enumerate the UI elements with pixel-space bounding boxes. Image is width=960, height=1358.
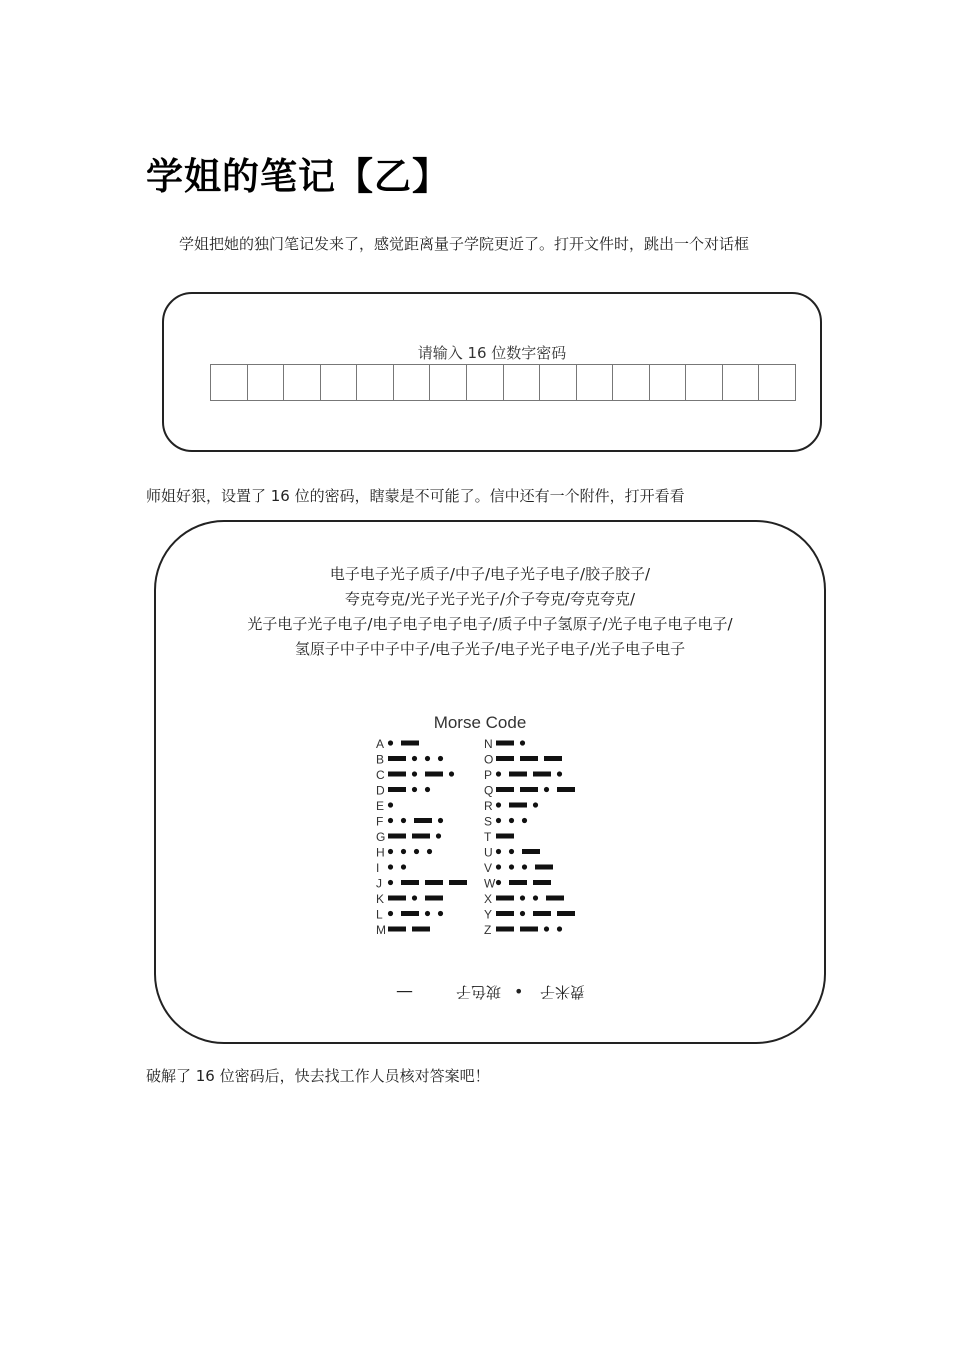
morse-dot (401, 818, 406, 823)
morse-letter: L (376, 907, 383, 922)
closing-paragraph: 破解了 16 位密码后，快去找工作人员核对答案吧！ (146, 1067, 490, 1085)
password-digit-cell[interactable] (467, 365, 504, 400)
morse-dot (509, 864, 514, 869)
dot-legend-icon: • (514, 982, 524, 1001)
password-digit-cell[interactable] (723, 365, 760, 400)
morse-dash (425, 772, 443, 777)
morse-dot (388, 880, 393, 885)
morse-dash (546, 896, 564, 901)
morse-dot (412, 771, 417, 776)
dot-legend-label: 费米子 (540, 983, 586, 1001)
morse-dash (509, 880, 527, 885)
morse-letter: G (376, 830, 386, 844)
morse-dot (436, 833, 441, 838)
morse-dot (449, 771, 454, 776)
morse-title: Morse Code (433, 713, 527, 732)
morse-letter: J (376, 876, 382, 891)
morse-letter: I (376, 861, 380, 875)
morse-letter: Z (484, 923, 492, 937)
morse-dash (425, 880, 443, 885)
morse-dot (388, 849, 393, 854)
morse-dash (496, 787, 514, 792)
morse-dash (533, 880, 551, 885)
morse-dash (496, 756, 514, 761)
password-digit-cell[interactable] (540, 365, 577, 400)
morse-dash (401, 880, 419, 885)
cipher-line: 光子电子光子电子/电子电子电子电子/质子中子氢原子/光子电子电子电子/ (247, 615, 733, 633)
morse-dash (522, 849, 540, 854)
morse-dot (533, 802, 538, 807)
morse-dot (427, 849, 432, 854)
morse-dash (520, 787, 538, 792)
morse-dash (557, 787, 575, 792)
password-dialog (162, 292, 822, 452)
morse-letter: O (484, 752, 494, 767)
morse-dash (535, 865, 553, 870)
morse-dash (520, 927, 538, 932)
cipher-line: 夸克夸克/光子光子光子/介子夸克/夸克夸克/ (344, 590, 636, 608)
morse-dot (388, 911, 393, 916)
morse-letter: T (484, 830, 492, 844)
morse-letter: E (376, 799, 385, 813)
morse-dash (533, 911, 551, 916)
password-digit-cell[interactable] (394, 365, 431, 400)
morse-letter: N (484, 737, 493, 751)
morse-dot (438, 911, 443, 916)
morse-letter: H (376, 845, 385, 860)
page-title: 学姐的笔记【乙】 (146, 155, 450, 198)
morse-letter: R (484, 799, 493, 813)
morse-dash (388, 896, 406, 901)
password-digit-cell[interactable] (650, 365, 687, 400)
morse-dot (388, 864, 393, 869)
morse-dot (388, 802, 393, 807)
morse-dot (520, 895, 525, 900)
morse-dot (412, 787, 417, 792)
morse-dash (388, 772, 406, 777)
morse-dash (388, 787, 406, 792)
cipher-line: 氢原子中子中子中子/电子光子/电子光子电子/光子电子电子 (294, 640, 686, 658)
cipher-line: 电子电子光子质子/中子/电子光子电子/胶子胶子/ (329, 565, 651, 583)
morse-dot (544, 787, 549, 792)
morse-letter: P (484, 768, 493, 782)
morse-dash (496, 896, 514, 901)
morse-letter: U (484, 845, 493, 860)
morse-dash (557, 911, 575, 916)
morse-dot (414, 849, 419, 854)
dash-legend-icon: — (396, 982, 413, 1002)
dash-legend-label: 玻色子 (456, 983, 502, 1001)
morse-dot (412, 895, 417, 900)
morse-dot (438, 818, 443, 823)
password-digit-cell[interactable] (577, 365, 614, 400)
morse-dot (425, 756, 430, 761)
password-digit-cell[interactable] (321, 365, 358, 400)
morse-dash (388, 834, 406, 839)
morse-dot (557, 926, 562, 931)
morse-dash (509, 803, 527, 808)
morse-dash (425, 896, 443, 901)
morse-dot (544, 926, 549, 931)
morse-dash (449, 880, 467, 885)
morse-code-chart (156, 522, 824, 1042)
password-digit-cell[interactable] (430, 365, 467, 400)
morse-dot (496, 818, 501, 823)
morse-dash (414, 818, 432, 823)
morse-dot (520, 911, 525, 916)
morse-dash (496, 911, 514, 916)
morse-letter: A (376, 737, 385, 751)
password-digit-cell[interactable] (759, 365, 795, 400)
morse-dot (496, 864, 501, 869)
morse-letter: X (484, 892, 493, 906)
morse-dash (509, 772, 527, 777)
morse-dot (425, 787, 430, 792)
morse-dash (412, 834, 430, 839)
morse-letter: Y (484, 907, 493, 922)
morse-dot (509, 818, 514, 823)
password-digit-cell[interactable] (504, 365, 541, 400)
morse-letter: S (484, 814, 493, 829)
morse-letter: F (376, 814, 384, 829)
morse-dash (520, 756, 538, 761)
morse-dash (388, 927, 406, 932)
morse-dot (509, 849, 514, 854)
morse-dot (522, 818, 527, 823)
morse-dot (496, 880, 501, 885)
password-prompt: 请输入 16 位数字密码 (417, 344, 567, 362)
password-digit-cell[interactable] (686, 365, 723, 400)
morse-letter: B (376, 752, 385, 767)
morse-dot (533, 895, 538, 900)
morse-dot (388, 740, 393, 745)
morse-dot (401, 849, 406, 854)
password-digit-cell[interactable] (211, 365, 248, 400)
password-digit-cell[interactable] (613, 365, 650, 400)
morse-dot (522, 864, 527, 869)
password-digit-cell[interactable] (357, 365, 394, 400)
morse-letter: K (376, 892, 385, 906)
morse-letter: C (376, 768, 385, 782)
password-digit-cell[interactable] (284, 365, 321, 400)
after-dialog-paragraph: 师姐好狠，设置了 16 位的密码，瞎蒙是不可能了。信中还有一个附件，打开看看 (146, 487, 685, 505)
password-digit-cell[interactable] (248, 365, 285, 400)
morse-dash (496, 927, 514, 932)
morse-letter: M (376, 923, 386, 937)
morse-dot (520, 740, 525, 745)
morse-letter: V (484, 861, 493, 875)
morse-letter: D (376, 783, 385, 798)
intro-paragraph: 学姐把她的独门笔记发来了，感觉距离量子学院更近了。打开文件时，跳出一个对话框 (179, 235, 750, 253)
morse-dot (425, 911, 430, 916)
morse-dot (412, 756, 417, 761)
morse-dot (388, 818, 393, 823)
morse-letter: Q (484, 783, 494, 798)
morse-dot (438, 756, 443, 761)
morse-letter: W (484, 876, 496, 891)
morse-dash (544, 756, 562, 761)
morse-dash (533, 772, 551, 777)
morse-dash (496, 741, 514, 746)
morse-dash (412, 927, 430, 932)
morse-dash (496, 834, 514, 839)
morse-dot (401, 864, 406, 869)
morse-dash (401, 741, 419, 746)
attachment-box (154, 520, 826, 1044)
morse-dash (388, 756, 406, 761)
password-input-row[interactable] (210, 364, 796, 401)
morse-dot (496, 849, 501, 854)
morse-dash (401, 911, 419, 916)
morse-dot (496, 771, 501, 776)
morse-dot (557, 771, 562, 776)
morse-dot (496, 802, 501, 807)
